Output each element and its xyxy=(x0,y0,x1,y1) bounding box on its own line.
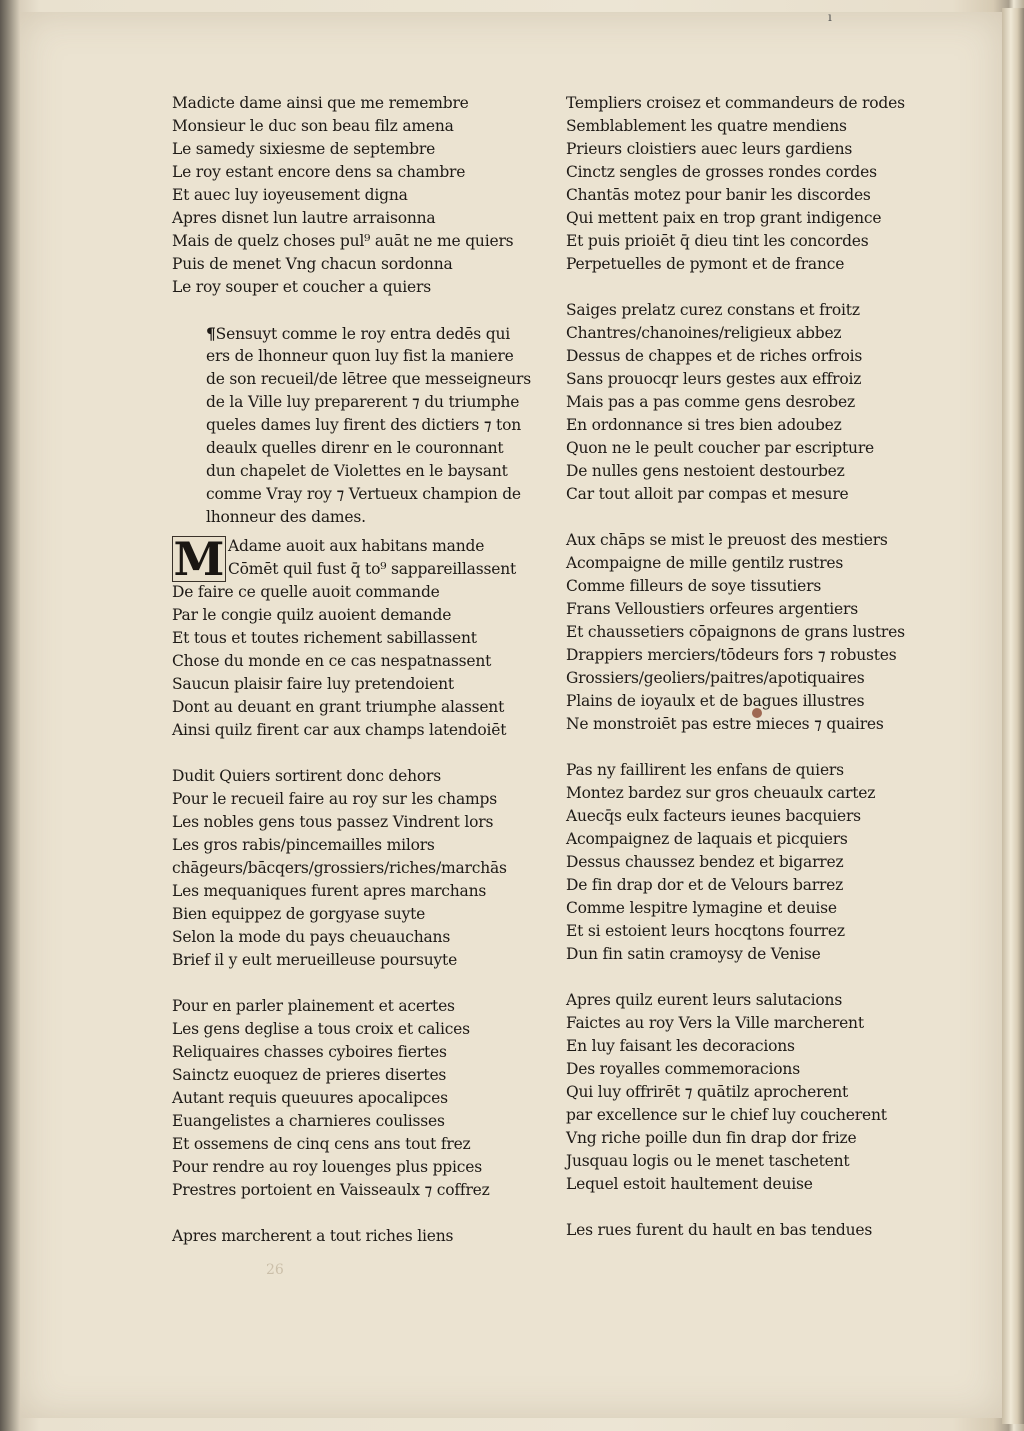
next-page-edge xyxy=(1002,8,1024,1424)
show-through-folio: 26 xyxy=(266,1262,284,1278)
verse-line: chāgeurs/bācqers/grossiers/riches/marchās xyxy=(172,859,507,877)
pilcrow-mark: ¶ xyxy=(206,324,216,343)
page-top-mark: ı xyxy=(828,10,832,24)
left-stanza-5 xyxy=(172,1225,557,1248)
verse-line: Les mequaniques furent apres marchans xyxy=(172,882,487,900)
verse-line: Chose du monde en ce cas nespatnassent xyxy=(172,652,492,670)
verse-line: De fin drap dor et de Velours barrez xyxy=(566,876,844,894)
verse-line: Mais pas a pas comme gens desrobez xyxy=(566,393,855,411)
verse-line: Chantres/chanoines/religieux abbez xyxy=(566,324,842,342)
verse-line: Dun fin satin cramoysy de Venise xyxy=(566,945,821,963)
verse-line: Dont au deuant en grant triumphe alassent xyxy=(172,698,505,716)
verse-line: Apres marcherent a tout riches liens xyxy=(172,1227,454,1245)
verse-line: Templiers croisez et commandeurs de rodes xyxy=(566,94,905,112)
verse-line: Lequel estoit haultement deuise xyxy=(566,1175,813,1193)
rubric-line: ers de lhonneur quon luy fist la maniere xyxy=(206,347,514,365)
left-column xyxy=(172,92,557,1271)
verse-line: Le samedy sixiesme de septembre xyxy=(172,140,436,158)
verse-line: Saiges prelatz curez constans et froitz xyxy=(566,301,860,319)
verse-line: Le roy souper et coucher a quiers xyxy=(172,278,431,296)
verse-line: Faictes au roy Vers la Ville marcherent xyxy=(566,1014,864,1032)
left-stanza-4 xyxy=(172,995,557,1202)
verse-line: Montez bardez sur gros cheuaulx cartez xyxy=(566,784,876,802)
rubric-line: lhonneur des dames. xyxy=(206,508,366,526)
verse-line: Pour en parler plainement et acertes xyxy=(172,997,455,1015)
verse-line: Prestres portoient en Vaisseaulx ⁊ coffrez xyxy=(172,1181,490,1199)
right-stanza-3 xyxy=(566,529,961,736)
verse-line: Comme lespitre lymagine et deuise xyxy=(566,899,837,917)
right-stanza-2 xyxy=(566,299,961,506)
verse-line: Semblablement les quatre mendiens xyxy=(566,117,847,135)
verse-line: Comme filleurs de soye tissutiers xyxy=(566,577,822,595)
decorated-initial: M xyxy=(173,532,225,586)
verse-line: Car tout alloit par compas et mesure xyxy=(566,485,849,503)
verse-line: Dudit Quiers sortirent donc dehors xyxy=(172,767,441,785)
verse-line: Saucun plaisir faire luy pretendoient xyxy=(172,675,454,693)
right-stanza-4 xyxy=(566,759,961,966)
verse-line: Jusquau logis ou le menet taschetent xyxy=(566,1152,850,1170)
rubric-line: queles dames luy firent des dictiers ⁊ ton xyxy=(206,416,522,434)
rubric-line: dun chapelet de Violettes en le baysant xyxy=(206,462,508,480)
verse-line: Grossiers/geoliers/paitres/apotiquaires xyxy=(566,669,865,687)
left-stanza-2 xyxy=(172,532,557,742)
verse-line: En ordonnance si tres bien adoubez xyxy=(566,416,842,434)
verse-line: par excellence sur le chief luy coucherent xyxy=(566,1106,887,1124)
verse-line: Et puis prioiēt q̄ dieu tint les concordes xyxy=(566,232,869,250)
verse-line: Acompaigne de mille gentilz rustres xyxy=(566,554,844,572)
verse-line: Drappiers merciers/tōdeurs fors ⁊ robustes xyxy=(566,646,897,664)
left-stanza-1 xyxy=(172,92,557,299)
verse-line: Puis de menet Vng chacun sordonna xyxy=(172,255,453,273)
verse-line: Perpetuelles de pymont et de france xyxy=(566,255,845,273)
verse-line: Brief il y eult merueilleuse poursuyte xyxy=(172,951,458,969)
verse-line: Selon la mode du pays cheuauchans xyxy=(172,928,451,946)
right-column xyxy=(566,92,961,1265)
rubric-line: comme Vray roy ⁊ Vertueux champion de xyxy=(206,485,521,503)
verse-line: Monsieur le duc son beau filz amena xyxy=(172,117,454,135)
verse-line: Qui luy offrirēt ⁊ quātilz aprocherent xyxy=(566,1083,849,1101)
verse-line: Le roy estant encore dens sa chambre xyxy=(172,163,466,181)
verse-line: Les rues furent du hault en bas tendues xyxy=(566,1221,873,1239)
prose-rubric xyxy=(206,322,551,529)
verse-line: De nulles gens nestoient destourbez xyxy=(566,462,845,480)
rubric-line: de la Ville luy preparerent ⁊ du triumphe xyxy=(206,393,520,411)
verse-line: Euangelistes a charnieres coulisses xyxy=(172,1112,445,1130)
verse-line: Madicte dame ainsi que me remembre xyxy=(172,94,469,112)
rubric-line: de son recueil/de lētree que messeigneurs xyxy=(206,370,531,388)
verse-line: Ainsi quilz firent car aux champs latendoiēt xyxy=(172,721,507,739)
right-stanza-6 xyxy=(566,1219,961,1242)
left-stanza-3 xyxy=(172,765,557,972)
verse-line: Cinctz sengles de grosses rondes cordes xyxy=(566,163,877,181)
verse-line: Les gros rabis/pincemailles milors xyxy=(172,836,435,854)
verse-line: Et tous et toutes richement sabillassent xyxy=(172,629,477,647)
verse-line: Vng riche poille dun fin drap dor frize xyxy=(566,1129,857,1147)
verse-line: Plains de ioyaulx et de bagues illustres xyxy=(566,692,865,710)
verse-line: Pour rendre au roy louenges plus ppices xyxy=(172,1158,482,1176)
verse-line: Bien equippez de gorgyase suyte xyxy=(172,905,426,923)
verse-line: Qui mettent paix en trop grant indigence xyxy=(566,209,882,227)
verse-line: Pour le recueil faire au roy sur les champs xyxy=(172,790,497,808)
verse-line: Des royalles commemoracions xyxy=(566,1060,800,1078)
verse-line: Dessus chaussez bendez et bigarrez xyxy=(566,853,844,871)
verse-line: Prieurs cloistiers auec leurs gardiens xyxy=(566,140,853,158)
rubric-line: deaulx quelles direnr en le couronnant xyxy=(206,439,504,457)
verse-line: Apres quilz eurent leurs salutacions xyxy=(566,991,843,1009)
verse-line: Ne monstroiēt pas estre mieces ⁊ quaires xyxy=(566,715,884,733)
verse-line: En luy faisant les decoracions xyxy=(566,1037,795,1055)
verse-line: Reliquaires chasses cyboires fiertes xyxy=(172,1043,447,1061)
rubric-text: Sensuyt comme le roy entra dedēs qui xyxy=(215,325,510,343)
verse-line: Et chaussetiers cōpaignons de grans lustres xyxy=(566,623,905,641)
right-stanza-1 xyxy=(566,92,961,276)
verse-line: Acompaignez de laquais et picquiers xyxy=(566,830,848,848)
verse-line: Mais de quelz choses pul⁹ auāt ne me quiers xyxy=(172,232,514,250)
verse-line: Dessus de chappes et de riches orfrois xyxy=(566,347,863,365)
verse-line: Frans Velloustiers orfeures argentiers xyxy=(566,600,858,618)
verse-line: Et auec luy ioyeusement digna xyxy=(172,186,408,204)
verse-line: Aux chāps se mist le preuost des mestiers xyxy=(566,531,888,549)
verse-line: Adame auoit aux habitans mande xyxy=(228,537,485,555)
rubric-line xyxy=(206,322,551,345)
verse-line: Sainctz euoquez de prieres disertes xyxy=(172,1066,447,1084)
right-stanza-5 xyxy=(566,989,961,1196)
verse-line: Quon ne le peult coucher par escripture xyxy=(566,439,875,457)
verse-line: Par le congie quilz auoient demande xyxy=(172,606,452,624)
verse-line: Les nobles gens tous passez Vindrent lors xyxy=(172,813,494,831)
verse-line: Et ossemens de cinq cens ans tout frez xyxy=(172,1135,471,1153)
verse-line: Chantās motez pour banir les discordes xyxy=(566,186,871,204)
verse-line: Pas ny faillirent les enfans de quiers xyxy=(566,761,844,779)
verse-line: De faire ce quelle auoit commande xyxy=(172,583,440,601)
verse-line: Les gens deglise a tous croix et calices xyxy=(172,1020,470,1038)
verse-line: Sans prouocqr leurs gestes aux effroiz xyxy=(566,370,862,388)
verse-line: Et si estoient leurs hocqtons fourrez xyxy=(566,922,845,940)
verse-line: Auecq̄s eulx facteurs ieunes bacquiers xyxy=(566,807,861,825)
verse-line: Apres disnet lun lautre arraisonna xyxy=(172,209,436,227)
verse-line: Cōmēt quil fust q̄ to⁹ sappareillassent xyxy=(228,560,517,578)
verse-line: Autant requis queuures apocalipces xyxy=(172,1089,448,1107)
